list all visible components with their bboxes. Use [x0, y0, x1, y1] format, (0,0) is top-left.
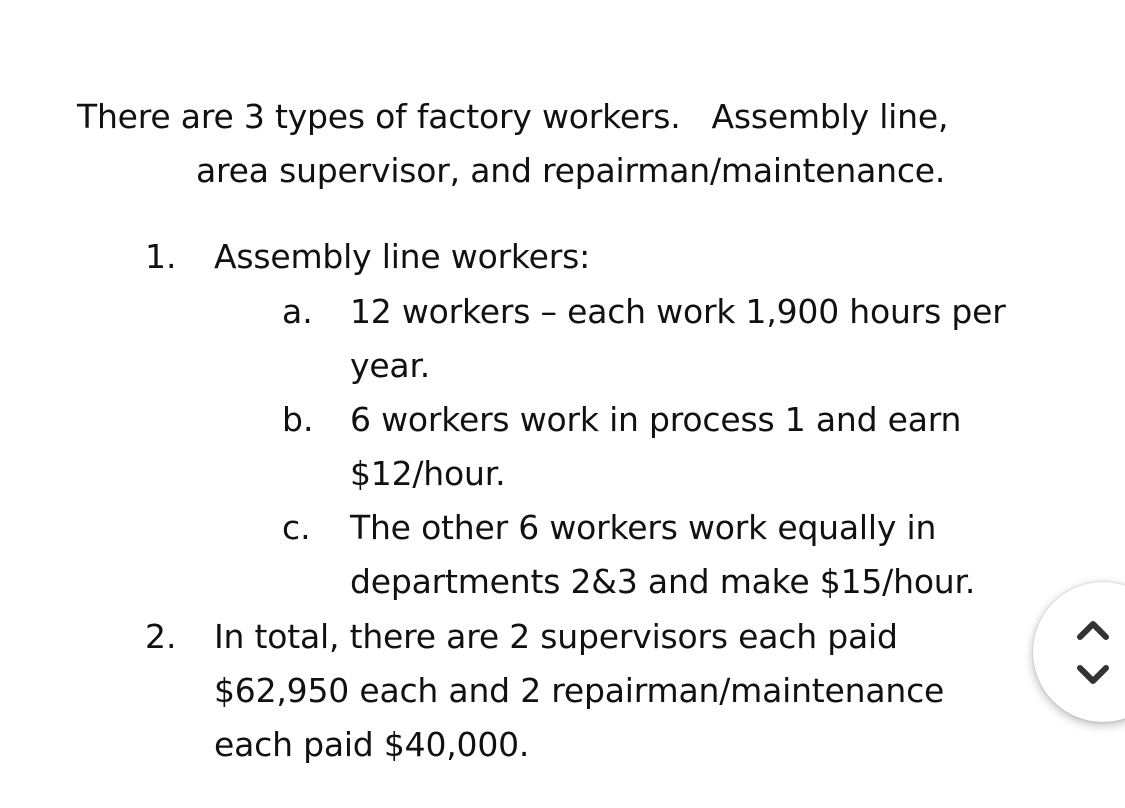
subitem-b-line-1: 6 workers work in process 1 and earn	[350, 400, 962, 439]
subitem-a-line-2: year.	[350, 346, 431, 385]
subitem-c-line-2: departments 2&3 and make $15/hour.	[350, 562, 976, 601]
intro-line-1: There are 3 types of factory workers. Assembly line,	[77, 97, 949, 136]
list-item-2-number: 2.	[145, 617, 177, 656]
subitem-a-marker: a.	[282, 292, 313, 331]
subitem-c-line-1: The other 6 workers work equally in	[350, 508, 937, 547]
list-item-1-number: 1.	[145, 237, 177, 276]
intro-line-2: area supervisor, and repairman/maintenance.	[196, 151, 946, 190]
list-item-2-line-1: In total, there are 2 supervisors each paid	[214, 617, 898, 656]
subitem-a-line-1: 12 workers – each work 1,900 hours per	[350, 292, 1006, 331]
list-item-1-text: Assembly line workers:	[214, 237, 591, 276]
next-button[interactable]	[1075, 660, 1111, 690]
chevron-up-icon	[1075, 615, 1111, 645]
list-item-2-line-2: $62,950 each and 2 repairman/maintenance	[214, 671, 945, 710]
previous-button[interactable]	[1075, 615, 1111, 645]
subitem-c-marker: c.	[282, 508, 311, 547]
subitem-b-marker: b.	[282, 400, 314, 439]
list-item-2-line-3: each paid $40,000.	[214, 725, 530, 764]
chevron-down-icon	[1075, 660, 1111, 690]
page-navigation-widget	[1033, 582, 1125, 722]
subitem-b-line-2: $12/hour.	[350, 454, 506, 493]
